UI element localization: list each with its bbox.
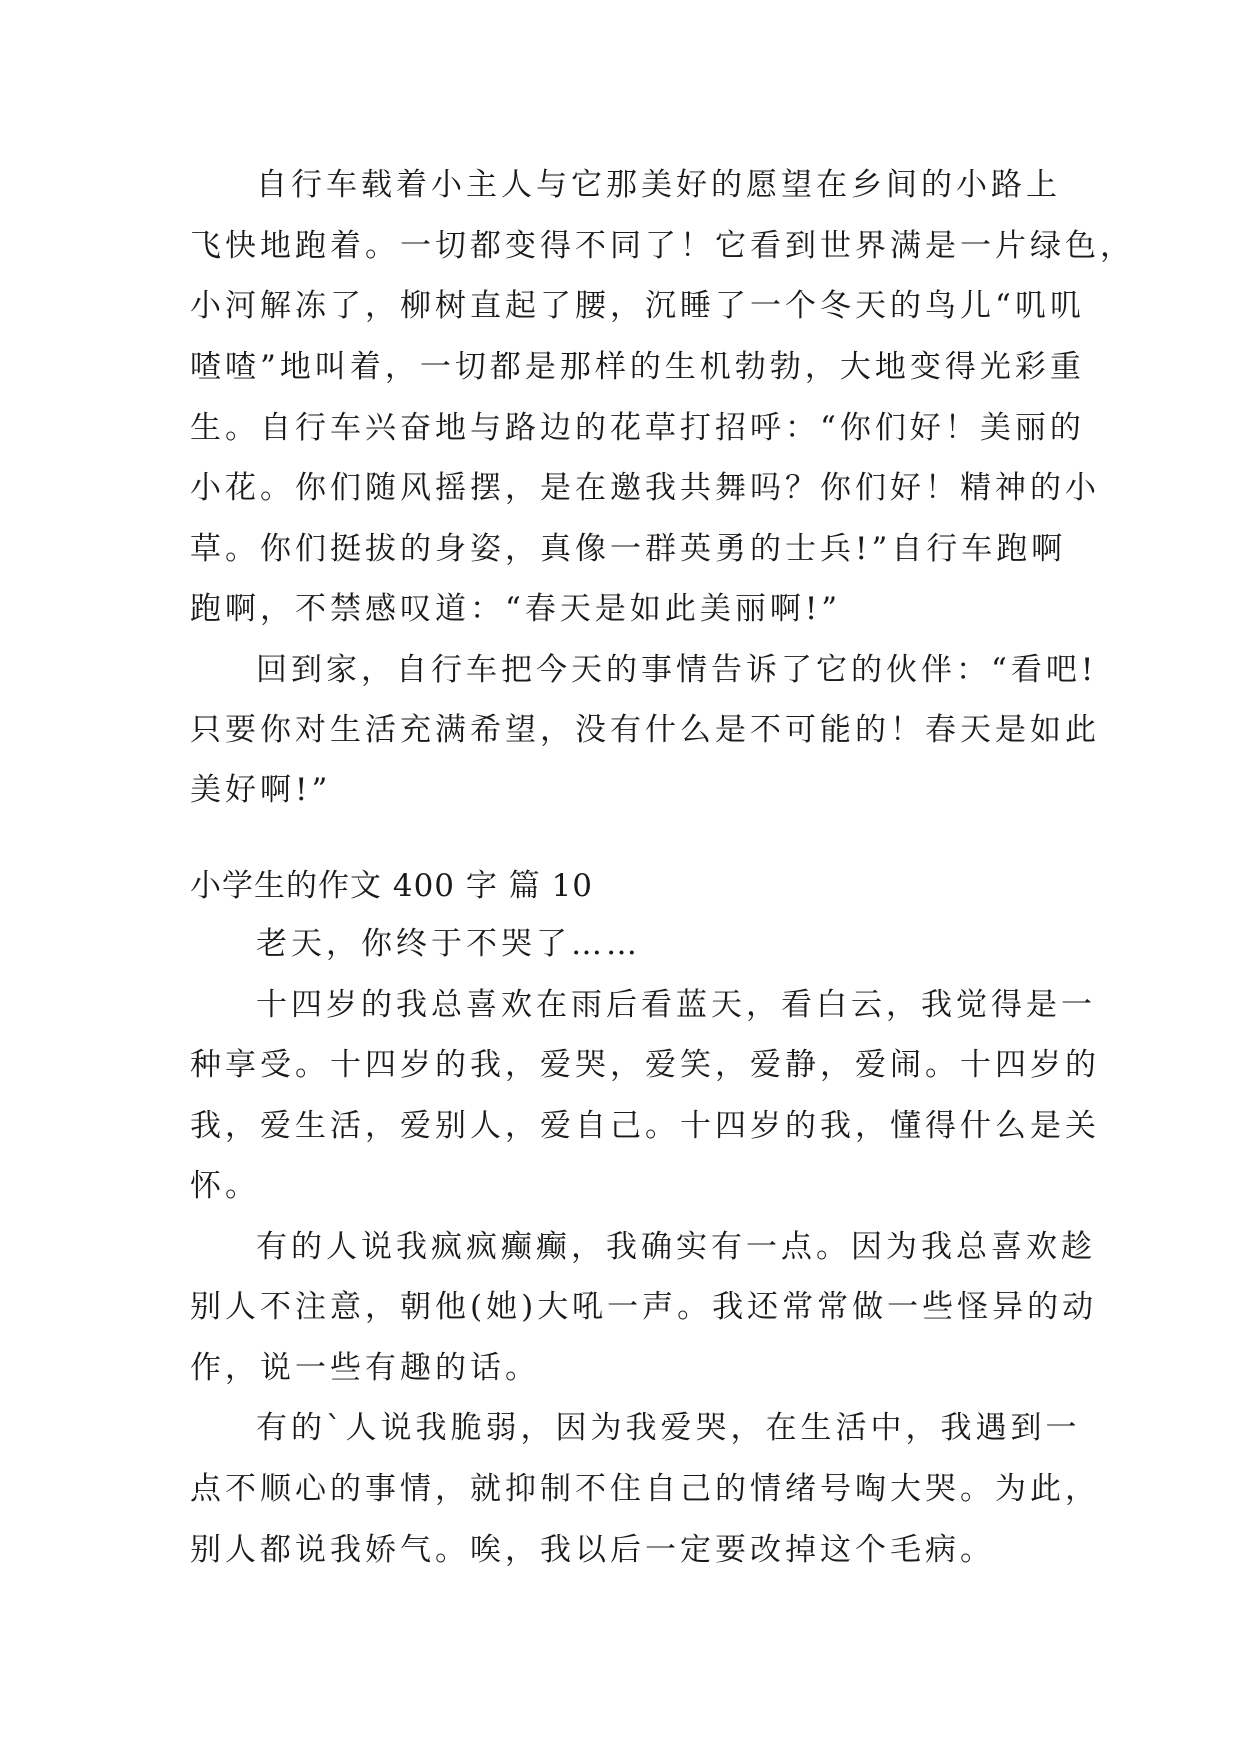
- paragraph-4-line: 怀。: [190, 1168, 260, 1204]
- paragraph-1-line: 小河解冻了，柳树直起了腰，沉睡了一个冬天的鸟儿“叽叽: [190, 288, 1085, 324]
- paragraph-1-line: 跑啊，不禁感叹道：“春天是如此美丽啊!”: [190, 591, 842, 627]
- paragraph-6-line: 有的`人说我脆弱，因为我爱哭，在生活中，我遇到一: [256, 1410, 1081, 1446]
- paragraph-6-line: 点不顺心的事情，就抑制不住自己的情绪号啕大哭。为此，: [190, 1471, 1100, 1507]
- paragraph-1-line: 草。你们挺拔的身姿，真像一群英勇的士兵!”自行车跑啊: [190, 531, 1067, 567]
- paragraph-1-line: 小花。你们随风摇摆，是在邀我共舞吗？你们好！精神的小: [190, 470, 1100, 506]
- paragraph-1-line: 自行车载着小主人与它那美好的愿望在乡间的小路上: [256, 167, 1061, 203]
- paragraph-5-line: 别人不注意，朝他(她)大吼一声。我还常常做一些怪异的动: [190, 1289, 1098, 1325]
- paragraph-3-line: 老天，你终于不哭了……: [256, 926, 641, 962]
- paragraph-4-line: 我，爱生活，爱别人，爱自己。十四岁的我，懂得什么是关: [190, 1108, 1100, 1144]
- paragraph-1-line: 生。自行车兴奋地与路边的花草打招呼：“你们好！美丽的: [190, 410, 1085, 446]
- paragraph-4-line: 十四岁的我总喜欢在雨后看蓝天，看白云，我觉得是一: [256, 987, 1096, 1023]
- paragraph-1-line: 飞快地跑着。一切都变得不同了！它看到世界满是一片绿色，: [190, 228, 1135, 264]
- paragraph-2-line: 只要你对生活充满希望，没有什么是不可能的！春天是如此: [190, 712, 1100, 748]
- paragraph-5-line: 有的人说我疯疯癫癫，我确实有一点。因为我总喜欢趁: [256, 1229, 1096, 1265]
- paragraph-6-line: 别人都说我娇气。唉，我以后一定要改掉这个毛病。: [190, 1532, 995, 1568]
- paragraph-4-line: 种享受。十四岁的我，爱哭，爱笑，爱静，爱闹。十四岁的: [190, 1047, 1100, 1083]
- paragraph-2-line: 美好啊!”: [190, 772, 332, 808]
- paragraph-5-line: 作，说一些有趣的话。: [190, 1350, 540, 1386]
- paragraph-2-line: 回到家，自行车把今天的事情告诉了它的伙伴：“看吧!: [256, 652, 1098, 688]
- section-heading: 小学生的作文 400 字 篇 10: [190, 868, 594, 904]
- paragraph-1-line: 喳喳”地叫着，一切都是那样的生机勃勃，大地变得光彩重: [190, 349, 1085, 385]
